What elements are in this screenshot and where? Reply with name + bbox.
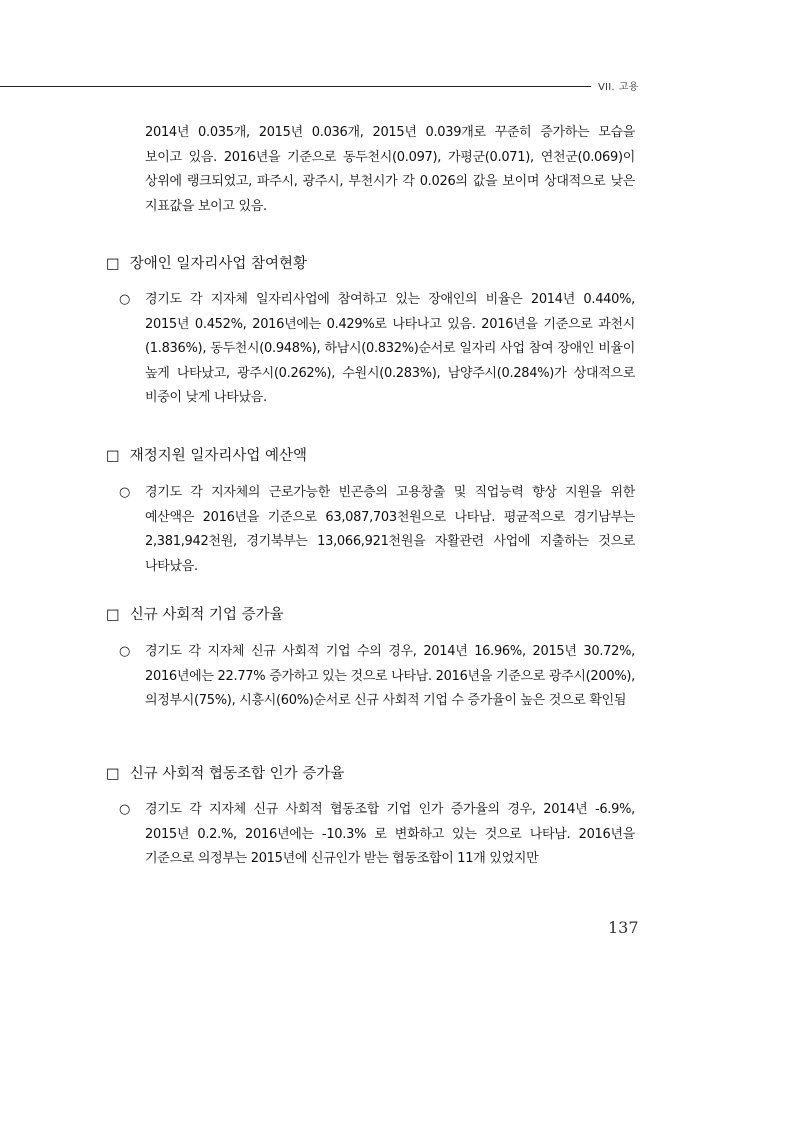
section-marker: □ bbox=[106, 448, 120, 464]
section-text: 경기도 각 지자체 신규 사회적 기업 수의 경우, 2014년 16.96%, 2015년 30.72%, 2016년에는 22.77% 증가하고 있는 것으로 나타남. 2016년을 기준으로 광주시(200%), 의정부시(75%), 시흥시(60%)순서로 신규 사회적 기업 수 증가율이 높은 것으로 확인됨 bbox=[145, 644, 635, 708]
bullet-marker: ○ bbox=[119, 485, 131, 500]
section-title: 신규 사회적 기업 증가율 bbox=[129, 607, 284, 623]
section-title: 장애인 일자리사업 참여현황 bbox=[129, 256, 308, 272]
header-section-number: VII. bbox=[598, 82, 615, 93]
page-number: 137 bbox=[608, 918, 639, 937]
section-title: 재정지원 일자리사업 예산액 bbox=[129, 448, 308, 464]
header-section-title: 고용 bbox=[618, 82, 639, 93]
section-heading-social-enterprise bbox=[106, 604, 284, 626]
running-header bbox=[598, 78, 638, 93]
intro-paragraph: 2014년 0.035개, 2015년 0.036개, 2015년 0.039개로 꾸준히 증가하는 모습을 보이고 있음. 2016년을 기준으로 동두천시(0.097), 가평군(0.071), 연천군(0.069)이 상위에 랭크되었고, 파주시, 광주시, 부천시가 각 0.026의 값을 보이며 상대적으로 낮은 지표값을 보이고 있음. bbox=[145, 125, 635, 214]
section-marker: □ bbox=[106, 766, 120, 782]
bullet-marker: ○ bbox=[119, 644, 131, 659]
section-text: 경기도 각 지자체의 근로가능한 빈곤층의 고용창출 및 직업능력 향상 지원을 위한 예산액은 2016년을 기준으로 63,087,703천원으로 나타남. 평균적으로 경기남부는 2,381,942천원, 경기북부는 13,066,921천원을 자활관련 사업에 지출하는 것으로 나타났음. bbox=[145, 485, 635, 574]
bullet-marker: ○ bbox=[119, 292, 131, 307]
section-heading-budget bbox=[106, 445, 307, 467]
section-title: 신규 사회적 협동조합 인가 증가율 bbox=[129, 766, 345, 782]
section-text: 경기도 각 지자체 일자리사업에 참여하고 있는 장애인의 비율은 2014년 0.440%, 2015년 0.452%, 2016년에는 0.429%로 나타나고 있음. 2016년을 기준으로 과천시(1.836%), 동두천시(0.948%), 하남시(0.832%)순서로 일자리 사업 참여 장애인 비율이 높게 나타났고, 광주시(0.262%), 수원시(0.283%), 남양주시(0.284%)가 상대적으로 비중이 낮게 나타났음. bbox=[145, 292, 635, 405]
bullet-marker: ○ bbox=[119, 802, 131, 817]
section-text: 경기도 각 지자체 신규 사회적 협동조합 기업 인가 증가율의 경우, 2014년 -6.9%, 2015년 0.2.%, 2016년에는 -10.3% 로 변화하고 있는 것으로 나타남. 2016년을 기준으로 의정부는 2015년에 신규인가 받는 협동조합이 11개 있었지만 bbox=[145, 802, 635, 866]
header-rule bbox=[0, 86, 591, 87]
section-heading-cooperative bbox=[106, 763, 344, 785]
section-marker: □ bbox=[106, 256, 120, 272]
section-marker: □ bbox=[106, 607, 120, 623]
section-heading-disabled-jobs bbox=[106, 253, 307, 275]
